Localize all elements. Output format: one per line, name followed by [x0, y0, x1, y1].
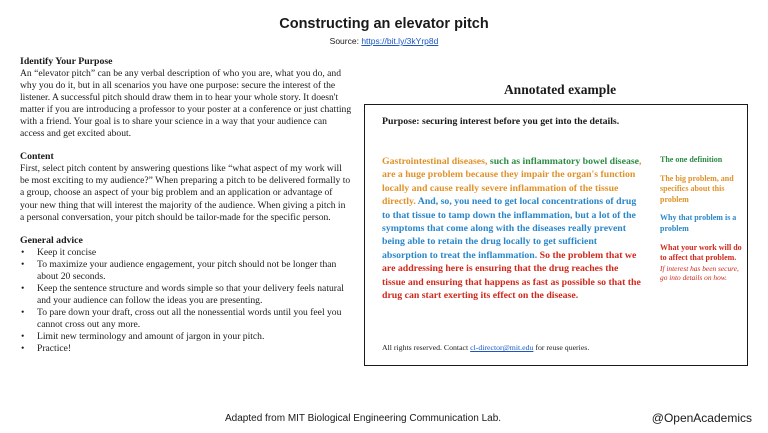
advice-item: • Limit new terminology and amount of jargon in your pitch. — [20, 331, 352, 343]
purpose-statement: Purpose: securing interest before you get into the details. — [382, 116, 620, 127]
source-link[interactable]: https://bit.ly/3kYrp8d — [361, 36, 439, 46]
contact-email-link[interactable]: cl-director@mit.edu — [470, 343, 534, 352]
advice-item: • To pare down your draft, cross out all the nonessential words until you feel you cannot cross out any more. — [20, 307, 352, 331]
note-definition: The one definition — [660, 155, 723, 164]
footer-credit: Adapted from MIT Biological Engineering Communication Lab. — [225, 413, 502, 424]
advice-heading: General advice — [20, 234, 83, 246]
content-heading: Content — [20, 151, 54, 163]
annotated-heading: Annotated example — [503, 82, 617, 97]
social-handle: @OpenAcademics — [651, 411, 752, 425]
advice-item: • To maximize your audience engagement, your pitch should not be longer than about 20 seconds. — [20, 259, 352, 283]
annotated-example-box — [364, 104, 748, 366]
pitch-segment-big-problem: , are a huge problem because they impair the organ's function locally and cause really severe inflammation of the tissue directly. — [382, 156, 642, 208]
pitch-segment-your-work: So the problem that we are addressing here is ensuring that the drug reaches the tissue and ensuring that happens as fast as possible so that the drug can start exerting its effect on the disease. — [382, 249, 641, 302]
rights-notice — [382, 343, 589, 352]
advice-item: • Keep the sentence structure and words simple so that your delivery feels natural and your audience can follow the ideas you are presenting. — [20, 283, 352, 307]
page-title: Constructing an elevator pitch — [279, 16, 489, 32]
pitch-segment-definition-lead: Gastrointestinal diseases, — [382, 156, 490, 167]
pitch-text — [382, 155, 644, 302]
note-why-problem: Why that problem is a problem — [660, 213, 737, 233]
guide-text — [20, 56, 352, 355]
note-big-problem: The big problem, and specifics about this problem — [660, 173, 734, 204]
advice-list — [20, 247, 352, 355]
content-body: First, select pitch content by answering questions like “what aspect of my work will be most exciting to my audience?” When preparing a pitch to be delivered formally to a group, choose an aspect of your big problem and an application or advantage of your new thing that will interest the majority of the audience. When giving a pitch in a personal conversation, your pitch should be tailor-made for the specific person. — [20, 163, 351, 223]
rights-suffix: for reuse queries. — [535, 343, 590, 352]
note-what-work — [660, 243, 744, 283]
advice-item: • Practice! — [20, 343, 352, 355]
pitch-segment-why-problem: And, so, you need to get local concentrations of drug to that tissue to tamp down the inflammation, but a lot of the symptoms that come along with the diseases really prevent being able to retain the drug locally to get sufficient absorption to treat the inflammation. — [382, 196, 637, 261]
identify-heading: Identify Your Purpose — [20, 56, 113, 67]
pitch-segment-definition: such as inflammatory bowel disease — [489, 156, 640, 167]
rights-text: All rights reserved. Contact — [382, 343, 469, 352]
advice-item: • Keep it concise — [20, 247, 352, 259]
identify-body: An “elevator pitch” can be any verbal description of who you are, what you do, and why you do it, but in all scenarios you have one purpose: secure the interest of the listener. A successful pitch should draw them in to hear your whole story. It doesn't matter if you are introducing a professor to your poster at a conference or just chatting with a friend. Your goal is to share your science in a way that your audience can access and get excited about. — [20, 68, 352, 140]
source-line — [0, 36, 768, 46]
annotation-notes — [660, 155, 744, 291]
note-what-work-text: What your work will do to affect that problem. — [660, 242, 742, 263]
note-interest: If interest has been secure, go into details on how. — [660, 263, 739, 283]
source-label: Source: — [329, 36, 359, 46]
